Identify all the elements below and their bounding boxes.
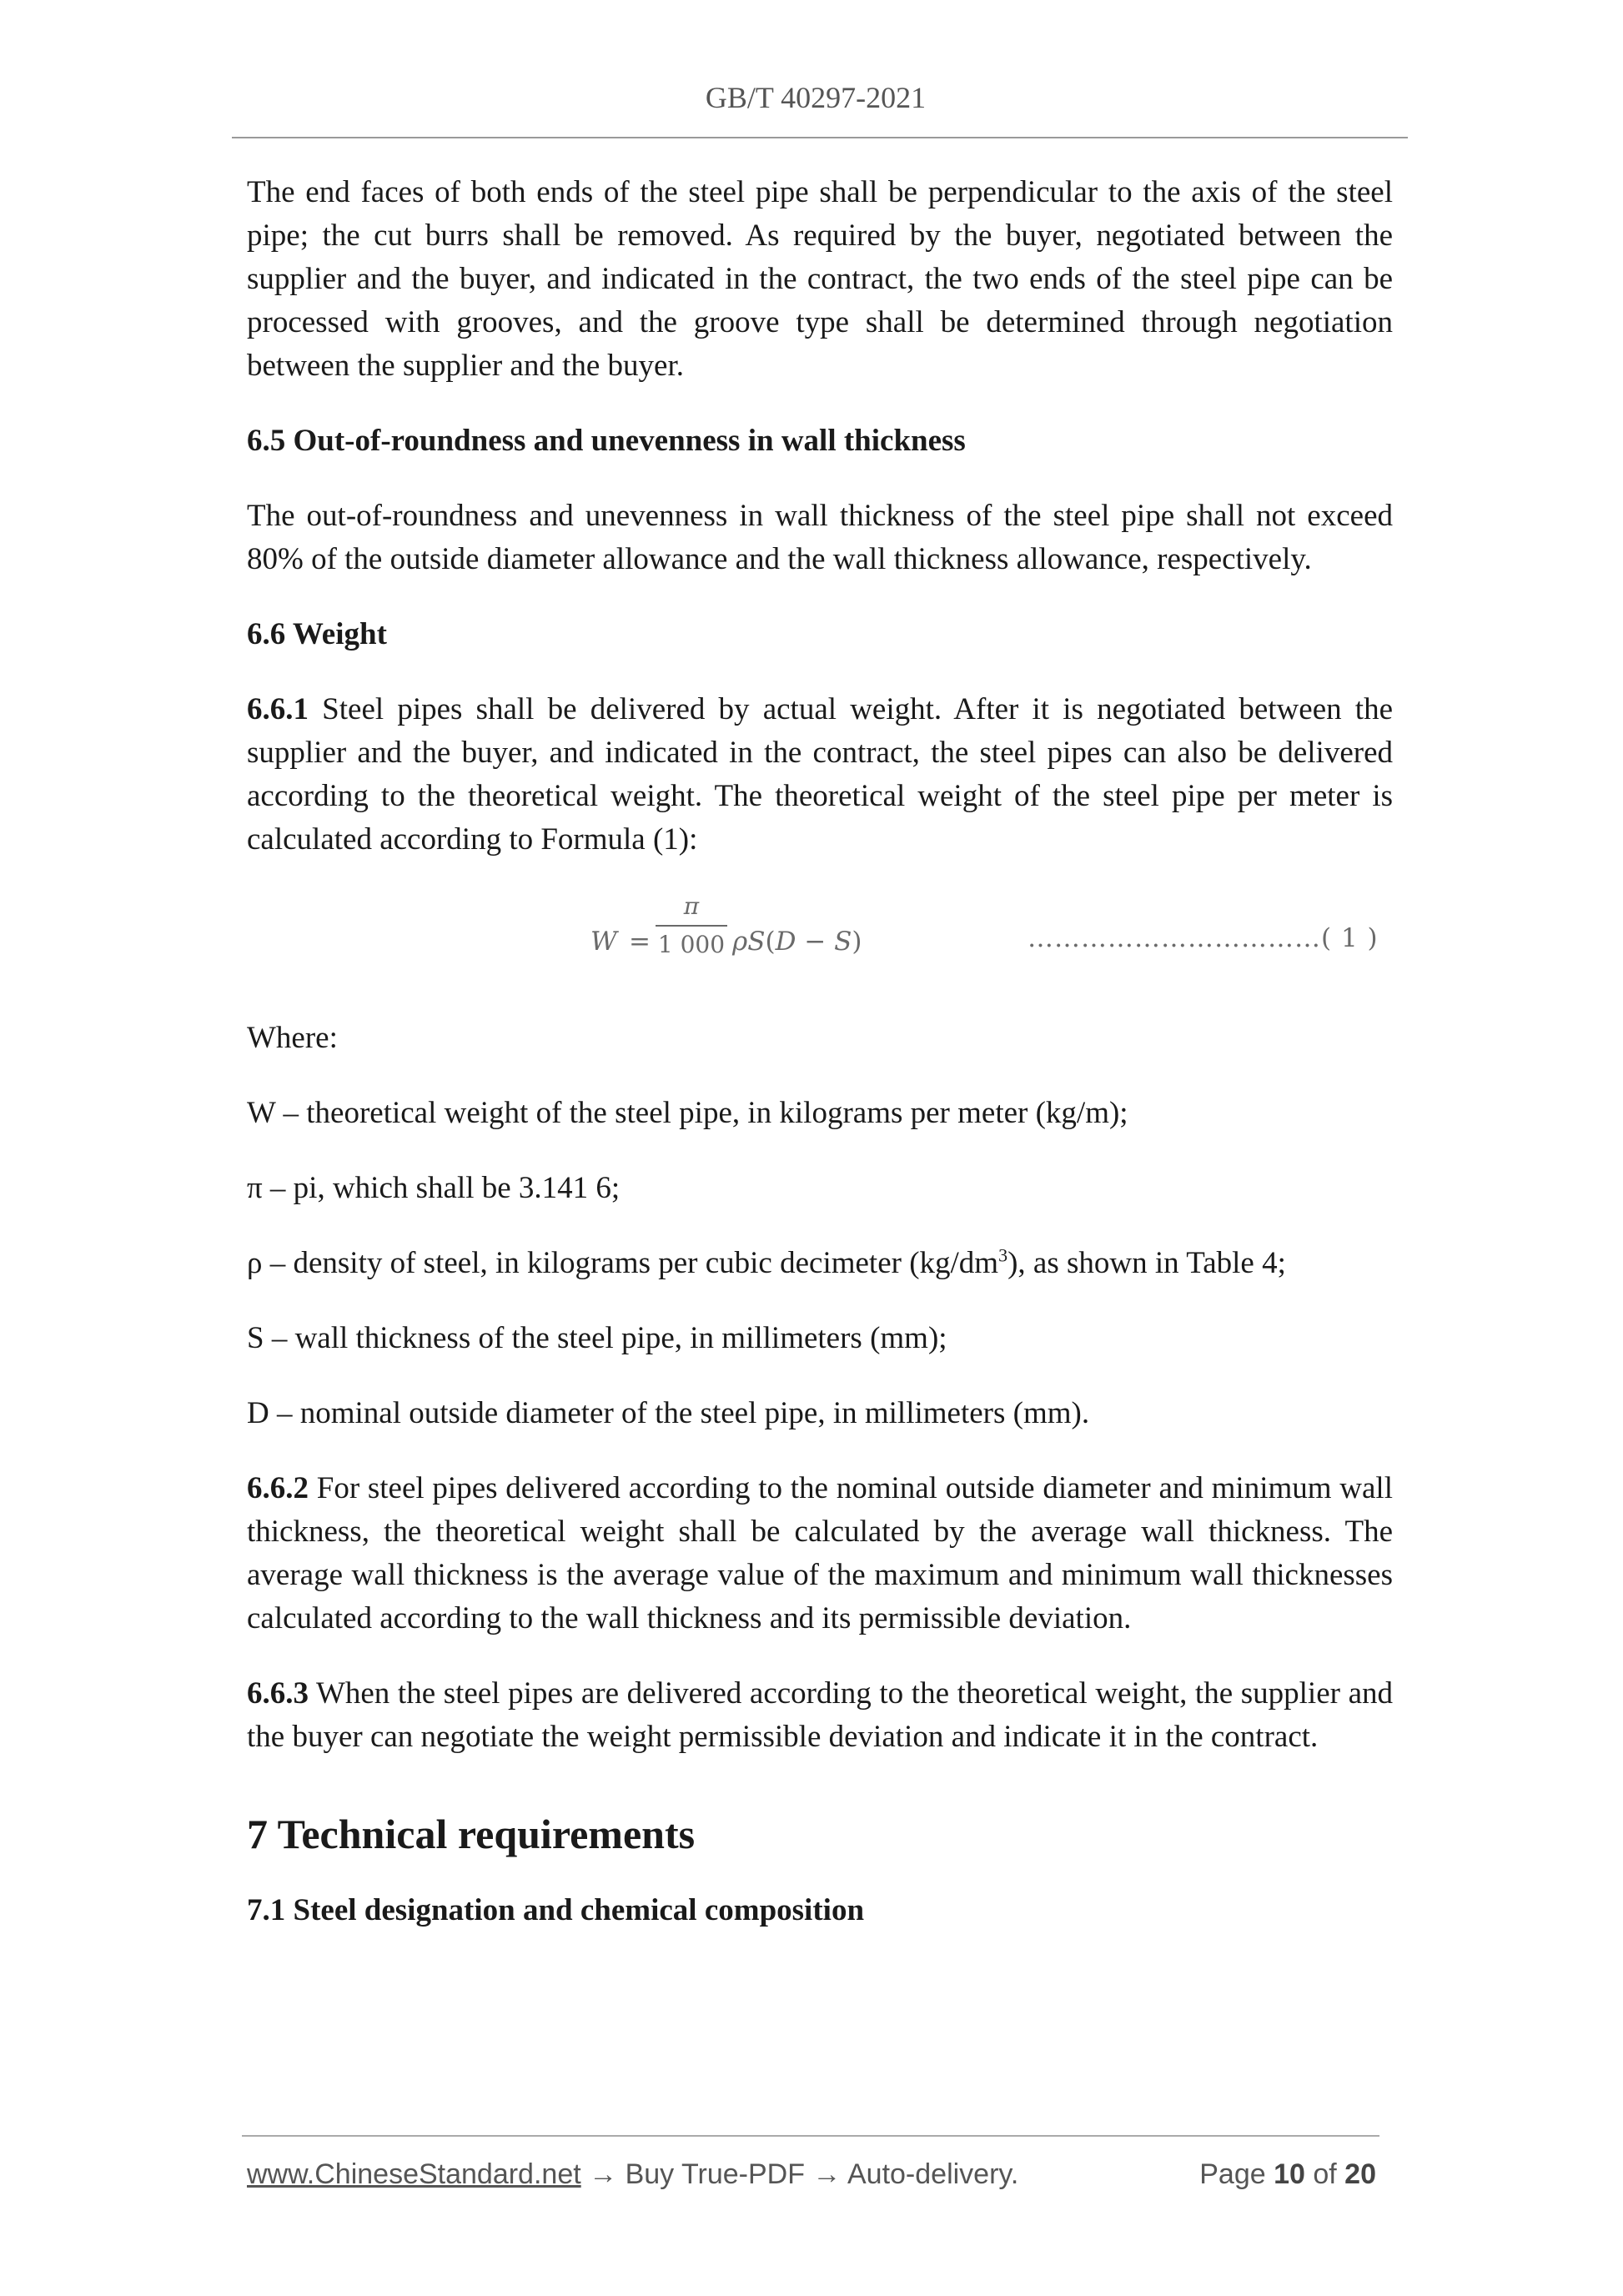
fraction-bar <box>656 925 727 927</box>
clause-text: When the steel pipes are delivered according to the theoretical weight, the supplier and the buyer can negotiate the weight permissible deviation and indicate it in the contract. <box>247 1676 1393 1754</box>
page-label: Page <box>1199 2158 1274 2190</box>
formula-d: D <box>775 927 796 957</box>
formula-product <box>732 927 862 957</box>
formula-minus: − <box>804 927 827 957</box>
where-label: Where: <box>247 1021 338 1055</box>
heading-7-1: 7.1 Steel designation and chemical composition <box>247 1893 865 1927</box>
page-header-standard-number: GB/T 40297-2021 <box>705 81 927 114</box>
formula-paren-open: ( <box>765 927 776 957</box>
definition-d: D – nominal outside diameter of the steel pipe, in millimeters (mm). <box>247 1396 1090 1430</box>
formula-s1: S <box>747 927 766 957</box>
definition-pi: π – pi, which shall be 3.141 6; <box>247 1171 621 1205</box>
clause-6-6-2 <box>247 1467 1393 1640</box>
footer-divider <box>242 2135 1379 2137</box>
footer-promo <box>247 2158 1018 2191</box>
superscript-3: 3 <box>998 1244 1008 1266</box>
heading-6-6: 6.6 Weight <box>247 617 387 651</box>
clause-text: Steel pipes shall be delivered by actual weight. After it is negotiated between the supplier and the buyer, and indicated in the contract, the steel pipes can also be delivered according to the theoretical weight. The theoretical weight of the steel pipe per meter is calculated according to Formula (1): <box>247 692 1393 857</box>
heading-7: 7 Technical requirements <box>247 1811 696 1857</box>
page-footer <box>247 2158 1376 2200</box>
clause-6-6-1 <box>247 688 1393 862</box>
footer-promo-text: → Buy True-PDF → Auto-delivery. <box>580 2158 1019 2190</box>
formula-lhs: W <box>590 927 617 957</box>
current-page: 10 <box>1274 2158 1305 2190</box>
clause-text: For steel pipes delivered according to the nominal outside diameter and minimum wall thickness, the theoretical weight shall be calculated by the average wall thickness. The average wall thickness is the average value of the maximum and minimum wall thicknesses calculated according to the wall thickness and its permissible deviation. <box>247 1471 1393 1635</box>
formula-number: ……………………………( 1 ) <box>1028 923 1379 953</box>
formula-s2: S <box>834 927 852 957</box>
paragraph-6-5: The out-of-roundness and unevenness in wall thickness of the steel pipe shall not exceed 80% of the outside diameter allowance and the wall thickness allowance, respectively. <box>247 499 1393 576</box>
formula-equals: = <box>629 927 651 957</box>
definition-rho-text: ρ – density of steel, in kilograms per cubic decimeter (kg/dm <box>247 1246 999 1280</box>
site-link[interactable]: www.ChineseStandard.net <box>247 2158 581 2190</box>
page-number <box>1199 2158 1376 2191</box>
formula-rho: ρ <box>732 927 748 957</box>
definition-s: S – wall thickness of the steel pipe, in millimeters (mm); <box>247 1321 947 1355</box>
formula-paren-close: ) <box>852 927 862 957</box>
formula-fraction <box>656 892 727 960</box>
definition-rho-tail: ), as shown in Table 4; <box>1007 1246 1286 1280</box>
of-label: of <box>1304 2158 1345 2190</box>
clause-number: 6.6.2 <box>247 1471 309 1505</box>
paragraph-end-faces: The end faces of both ends of the steel pipe shall be perpendicular to the axis of the steel pipe; the cut burrs shall be removed. As required by the buyer, negotiated between the supplier and the buyer, and indicated in the contract, the two ends of the steel pipe can be processed with grooves, and the groove type shall be determined through negotiation between the supplier and the buyer. <box>247 175 1393 383</box>
definition-w: W – theoretical weight of the steel pipe, in kilograms per meter (kg/m); <box>247 1096 1128 1130</box>
formula-denominator: 1 000 <box>657 931 726 958</box>
page-content <box>247 171 1393 1932</box>
header-divider <box>232 137 1408 138</box>
clause-number: 6.6.3 <box>247 1676 309 1711</box>
total-pages: 20 <box>1344 2158 1376 2190</box>
clause-number: 6.6.1 <box>247 692 309 726</box>
formula-1 <box>247 892 1393 985</box>
heading-6-5: 6.5 Out-of-roundness and unevenness in wall thickness <box>247 424 966 458</box>
formula-numerator: π <box>683 892 700 920</box>
clause-6-6-3 <box>247 1672 1393 1759</box>
definition-rho <box>247 1242 1393 1285</box>
